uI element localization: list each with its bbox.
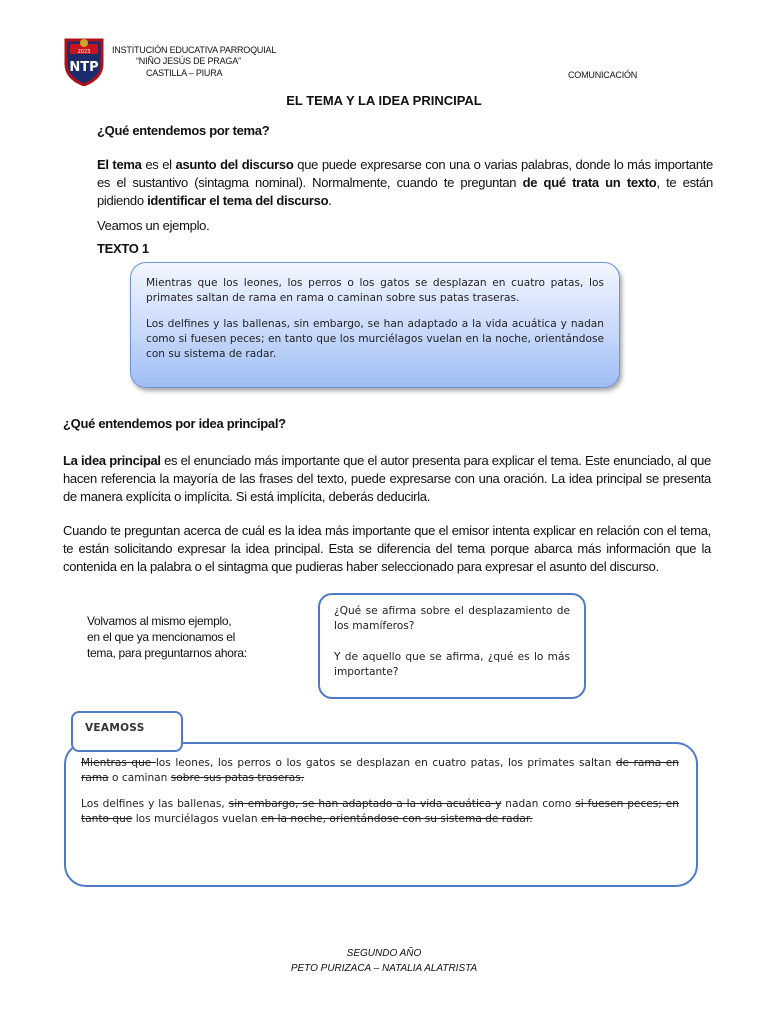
tema-paragraph: El tema es el asunto del discurso que puede expresarse con una o varias palabras, donde lo más importante es el sustantivo (sintagma nominal). Normalmente, cuando te preguntan de qué trata un texto, te están pidiendo identificar el tema del discurso. <box>97 157 713 208</box>
texto-label: TEXTO 1 <box>97 241 149 256</box>
school-name: “NIÑO JESÚS DE PRAGA” <box>136 56 241 66</box>
logo-year: 2023 <box>77 49 91 55</box>
idea-principal-paragraph: La idea principal es el enunciado más importante que el autor presenta para explicar el tema. Este enunciado, al que hacen referencia la mayoría de las frases del texto, puede expresarse con una oración. La idea principal se presenta de manera explícita o implícita. Si está implícita, deberás deducirla. <box>63 453 711 504</box>
logo-letters: NTP <box>69 60 99 75</box>
question-importante: Y de aquello que se afirma, ¿qué es lo más importante? <box>334 651 570 678</box>
example-intro: Veamos un ejemplo. <box>97 218 210 233</box>
question-desplazamiento: ¿Qué se afirma sobre el desplazamiento de los mamíferos? <box>334 605 570 632</box>
texto1-paragraph-2: Los delfines y las ballenas, sin embargo, se han adaptado a la vida acuática y nadan como si fuesen peces; en tanto que los murciélagos vuelan en la noche, orientándose con su sistema de radar. <box>146 318 604 360</box>
questions-box <box>318 593 586 699</box>
institution-name: INSTITUCIÓN EDUCATIVA PARROQUIAL <box>112 45 277 55</box>
footer-grade: SEGUNDO AÑO <box>346 948 422 959</box>
analysis-paragraph-1: Mientras que los leones, los perros o los gatos se desplazan en cuatro patas, los primates saltan de rama en rama o caminan sobre sus patas traseras. <box>81 757 679 784</box>
page-title: EL TEMA Y LA IDEA PRINCIPAL <box>286 93 482 108</box>
school-logo <box>62 34 106 86</box>
side-note: Volvamos al mismo ejemplo, en el que ya mencionamos el tema, para preguntarnos ahora: <box>87 614 247 660</box>
texto1-box <box>130 262 620 388</box>
school-location: CASTILLA – PIURA <box>146 68 223 78</box>
question-tema: ¿Qué entendemos por tema? <box>97 123 270 138</box>
subject-label: COMUNICACIÓN <box>568 70 638 80</box>
idea-principal-explanation: Cuando te preguntan acerca de cuál es la idea más importante que el emisor intenta explicar en relación con el tema, te están solicitando expresar la idea principal. Esta se diferencia del tema porque abarca más información que la contenida en la palabra o el sintagma que pudieras haber seleccionado para expresar el asunto del discurso. <box>63 523 711 574</box>
texto1-paragraph-1: Mientras que los leones, los perros o los gatos se desplazan en cuatro patas, los primates saltan de rama en rama o caminan sobre sus patas traseras. <box>146 277 604 304</box>
analysis-paragraph-2: Los delfines y las ballenas, sin embargo, se han adaptado a la vida acuática y nadan como si fuesen peces; en tanto que los murciélagos vuelan en la noche, orientándose con su sistema de radar. <box>81 798 679 825</box>
veamos-label: VEAMOSS <box>85 722 145 734</box>
footer-authors: PETO PURIZACA – NATALIA ALATRISTA <box>290 963 478 974</box>
veamos-label-box <box>71 711 183 752</box>
analysis-box <box>64 742 698 887</box>
question-idea-principal: ¿Qué entendemos por idea principal? <box>63 416 286 431</box>
